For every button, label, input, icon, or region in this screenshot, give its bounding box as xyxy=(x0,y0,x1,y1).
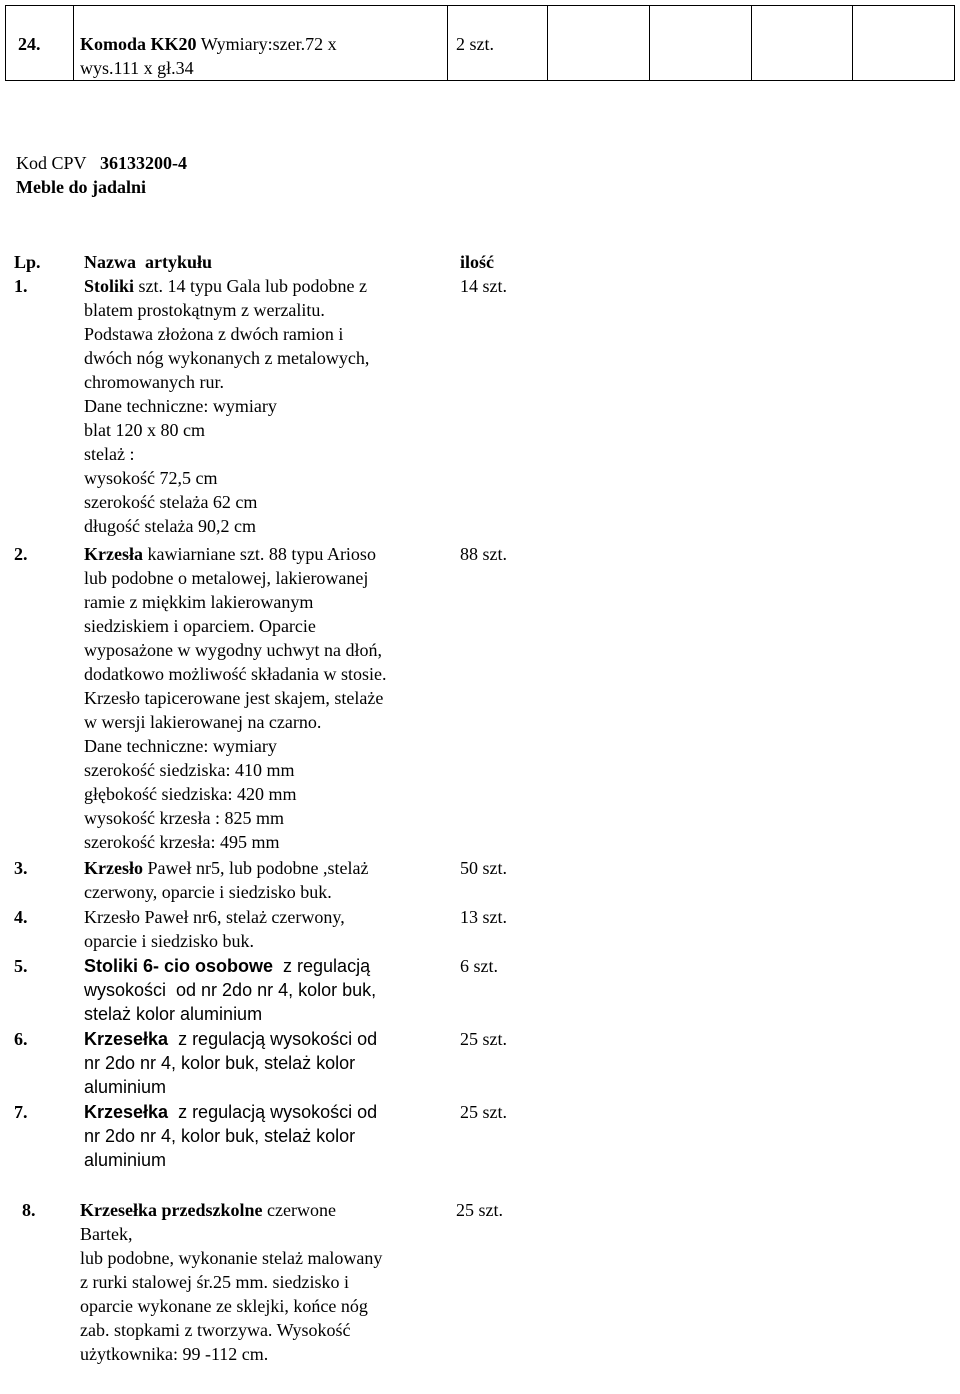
top-table-name-rest: Wymiary:szer.72 x xyxy=(196,34,337,54)
item-description-line xyxy=(84,758,454,782)
item-description-line xyxy=(80,1294,450,1318)
item-text: blatem prostokątnym z werzalitu. xyxy=(84,300,325,320)
item-description-line xyxy=(84,1124,454,1148)
item-text: stelaż : xyxy=(84,444,135,464)
item-text: Paweł nr5, lub podobne ,stelaż xyxy=(142,858,369,878)
item-description-line xyxy=(84,542,454,566)
item-description-line xyxy=(84,734,454,758)
item-text: nr 2do nr 4, kolor buk, stelaż kolor xyxy=(84,1053,356,1073)
item-text: w wersji lakierowanej na czarno. xyxy=(84,712,322,732)
item-text: z regulacją wysokości od xyxy=(168,1102,378,1122)
item-description-line xyxy=(84,929,454,953)
top-table xyxy=(5,5,955,81)
item-name: Krzesełka xyxy=(84,1102,169,1122)
item-number: 2. xyxy=(14,544,28,564)
item-text: Krzesło tapicerowane jest skajem, stelaże xyxy=(84,688,384,708)
item-text: wyposażone w wygodny uchwyt na dłoń, xyxy=(84,640,382,660)
item-description-line xyxy=(84,978,454,1002)
item-description xyxy=(84,905,454,953)
item-text: wysokość 72,5 cm xyxy=(84,468,218,488)
item-text: stelaż kolor aluminium xyxy=(84,1004,263,1024)
item-text: szerokość krzesła: 495 mm xyxy=(84,832,280,852)
item-text: dodatkowo możliwość składania w stosie. xyxy=(84,664,387,684)
item-description xyxy=(84,1027,454,1099)
item-description-line xyxy=(84,662,454,686)
item-description-line xyxy=(84,856,454,880)
item-description-line xyxy=(84,638,454,662)
item-description xyxy=(84,542,454,854)
item-text: lub podobne, wykonanie stelaż malowany xyxy=(80,1248,383,1268)
item-text: oparcie wykonane ze sklejki, końce nóg xyxy=(80,1296,368,1316)
top-table-empty-cell-2 xyxy=(649,6,751,81)
item-description-line xyxy=(84,614,454,638)
top-table-name-line2: wys.111 x gł.34 xyxy=(80,58,194,78)
item-name: Krzesełka przedszkolne xyxy=(80,1200,263,1220)
item-text: blat 120 x 80 cm xyxy=(84,420,205,440)
item-description-line xyxy=(84,806,454,830)
item-text: szerokość stelaża 62 cm xyxy=(84,492,258,512)
item-description-line xyxy=(84,370,454,394)
header-lp: Lp. xyxy=(14,252,41,272)
item-description xyxy=(80,1198,450,1366)
item-description-line xyxy=(84,466,454,490)
item-text: czerwony, oparcie i siedzisko buk. xyxy=(84,882,332,902)
item-number: 4. xyxy=(14,907,28,927)
item-text: szt. 14 typu Gala lub podobne z xyxy=(134,276,367,296)
top-table-empty-cell-3 xyxy=(751,6,853,81)
item-description-line xyxy=(84,418,454,442)
item-name: Stoliki 6- cio osobowe xyxy=(84,956,274,976)
item-text: z rurki stalowej śr.25 mm. siedzisko i xyxy=(80,1272,349,1292)
item-text: wysokość krzesła : 825 mm xyxy=(84,808,284,828)
item-description-line xyxy=(84,490,454,514)
item-text: Podstawa złożona z dwóch ramion i xyxy=(84,324,344,344)
item-number: 8. xyxy=(22,1200,36,1220)
item-description-line xyxy=(84,346,454,370)
item-description xyxy=(84,274,454,538)
header-qty: ilość xyxy=(460,252,494,272)
item-description-line xyxy=(84,514,454,538)
item-quantity: 25 szt. xyxy=(460,1029,507,1049)
item-description-line xyxy=(84,322,454,346)
item-quantity: 14 szt. xyxy=(460,276,507,296)
item-description-line xyxy=(84,686,454,710)
item-description-line xyxy=(80,1222,450,1246)
item-number: 3. xyxy=(14,858,28,878)
item-text: głębokość siedziska: 420 mm xyxy=(84,784,297,804)
item-description-line xyxy=(80,1246,450,1270)
item-number: 1. xyxy=(14,276,28,296)
item-description-line xyxy=(84,1075,454,1099)
item-text: szerokość siedziska: 410 mm xyxy=(84,760,295,780)
item-text: długość stelaża 90,2 cm xyxy=(84,516,256,536)
item-text: czerwone xyxy=(262,1200,336,1220)
cpv-code: 36133200-4 xyxy=(100,153,188,173)
item-description-line xyxy=(84,298,454,322)
item-text: Dane techniczne: wymiary xyxy=(84,736,277,756)
top-table-name-cell xyxy=(74,6,448,81)
top-table-num-cell xyxy=(6,6,74,81)
top-table-num: 24. xyxy=(18,34,41,54)
item-quantity: 88 szt. xyxy=(460,544,507,564)
item-text: z regulacją xyxy=(273,956,371,976)
item-text: lub podobne o metalowej, lakierowanej xyxy=(84,568,369,588)
item-text: ramie z miękkim lakierowanym xyxy=(84,592,314,612)
item-number: 5. xyxy=(14,956,28,976)
item-description-line xyxy=(84,954,454,978)
item-quantity: 25 szt. xyxy=(456,1200,503,1220)
item-description-line xyxy=(84,1002,454,1026)
item-description-line xyxy=(84,1051,454,1075)
cpv-line xyxy=(16,151,187,175)
item-number: 7. xyxy=(14,1102,28,1122)
item-text: z regulacją wysokości od xyxy=(168,1029,378,1049)
item-text: Bartek, xyxy=(80,1224,133,1244)
item-description-line xyxy=(84,442,454,466)
item-text: chromowanych rur. xyxy=(84,372,224,392)
item-description-line xyxy=(84,880,454,904)
cpv-label: Kod CPV xyxy=(16,153,87,173)
item-text: aluminium xyxy=(84,1150,167,1170)
item-text: siedziskiem i oparciem. Oparcie xyxy=(84,616,316,636)
item-text: Dane techniczne: wymiary xyxy=(84,396,277,416)
top-table-qty-cell xyxy=(448,6,548,81)
item-name: Krzesełka xyxy=(84,1029,169,1049)
item-quantity: 50 szt. xyxy=(460,858,507,878)
item-text: Krzesło Paweł nr6, stelaż czerwony, xyxy=(84,907,345,927)
item-name: Stoliki xyxy=(84,276,135,296)
item-description xyxy=(84,856,454,904)
item-name: Krzesła xyxy=(84,544,143,564)
item-text: zab. stopkami z tworzywa. Wysokość xyxy=(80,1320,351,1340)
item-description-line xyxy=(80,1270,450,1294)
item-description-line xyxy=(80,1318,450,1342)
top-table-empty-cell-1 xyxy=(548,6,650,81)
item-text: nr 2do nr 4, kolor buk, stelaż kolor xyxy=(84,1126,356,1146)
item-description-line xyxy=(84,1100,454,1124)
item-description-line xyxy=(84,1027,454,1051)
item-description xyxy=(84,954,454,1026)
item-number: 6. xyxy=(14,1029,28,1049)
item-name: Krzesło xyxy=(84,858,143,878)
item-description-line xyxy=(84,830,454,854)
item-text: wysokości od nr 2do nr 4, kolor buk, xyxy=(84,980,377,1000)
header-name: Nazwa artykułu xyxy=(84,252,213,272)
item-quantity: 6 szt. xyxy=(460,956,498,976)
item-description xyxy=(84,1100,454,1172)
item-text: użytkownika: 99 -112 cm. xyxy=(80,1344,269,1364)
item-description-line xyxy=(84,394,454,418)
item-text: aluminium xyxy=(84,1077,167,1097)
item-text: dwóch nóg wykonanych z metalowych, xyxy=(84,348,370,368)
top-table-name-bold: Komoda KK20 xyxy=(80,34,197,54)
item-description-line xyxy=(80,1342,450,1366)
item-text: kawiarniane szt. 88 typu Arioso xyxy=(142,544,376,564)
section-title: Meble do jadalni xyxy=(16,177,147,197)
top-table-qty: 2 szt. xyxy=(456,34,494,54)
item-text: oparcie i siedzisko buk. xyxy=(84,931,254,951)
item-quantity: 25 szt. xyxy=(460,1102,507,1122)
item-description-line xyxy=(80,1198,450,1222)
item-description-line xyxy=(84,1148,454,1172)
item-description-line xyxy=(84,905,454,929)
item-description-line xyxy=(84,274,454,298)
item-quantity: 13 szt. xyxy=(460,907,507,927)
item-description-line xyxy=(84,566,454,590)
item-description-line xyxy=(84,710,454,734)
item-description-line xyxy=(84,590,454,614)
item-description-line xyxy=(84,782,454,806)
top-table-empty-cell-4 xyxy=(853,6,955,81)
